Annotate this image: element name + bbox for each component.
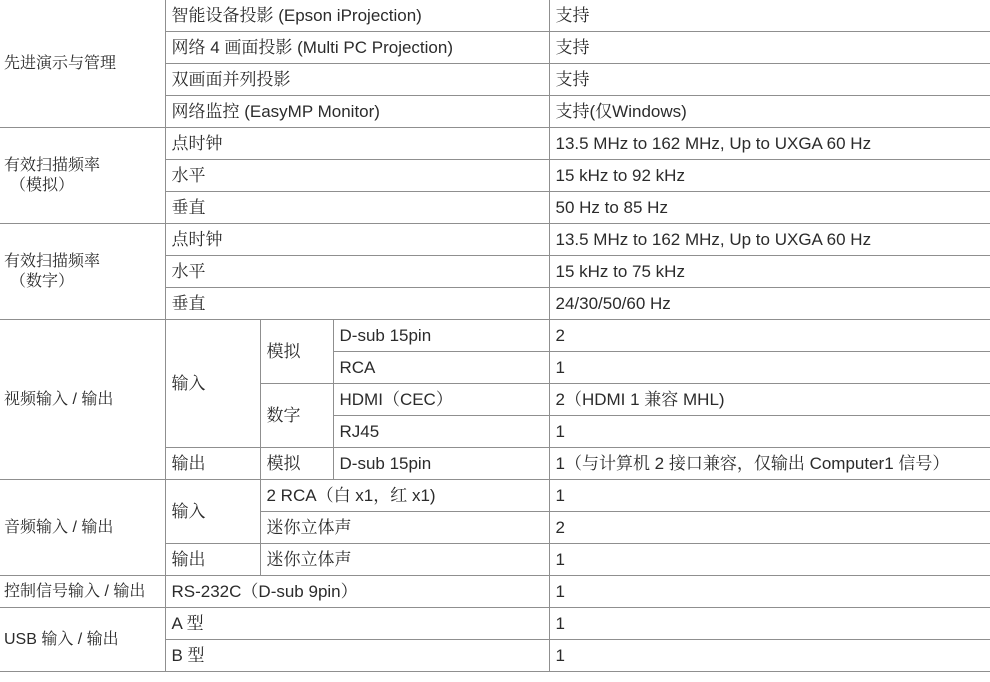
signal-type-cell: 模拟	[260, 320, 333, 384]
value-cell: 13.5 MHz to 162 MHz, Up to UXGA 60 Hz	[549, 128, 990, 160]
feature-cell: 智能设备投影 (Epson iProjection)	[165, 0, 549, 32]
port-cell: 迷你立体声	[260, 544, 549, 576]
direction-cell: 输入	[165, 480, 260, 544]
value-cell: 2（HDMI 1 兼容 MHL)	[549, 384, 990, 416]
value-cell: 24/30/50/60 Hz	[549, 288, 990, 320]
value-cell: 1	[549, 576, 990, 608]
feature-cell: 网络 4 画面投影 (Multi PC Projection)	[165, 32, 549, 64]
port-cell: 2 RCA（白 x1，红 x1)	[260, 480, 549, 512]
value-cell: 15 kHz to 75 kHz	[549, 256, 990, 288]
value-cell: 13.5 MHz to 162 MHz, Up to UXGA 60 Hz	[549, 224, 990, 256]
direction-cell: 输出	[165, 448, 260, 480]
port-cell: A 型	[165, 608, 549, 640]
value-cell: 1	[549, 640, 990, 672]
category-cell: USB 输入 / 输出	[0, 608, 165, 672]
feature-cell: 点时钟	[165, 128, 549, 160]
value-cell: 1	[549, 544, 990, 576]
signal-type-cell: 模拟	[260, 448, 333, 480]
category-line: （模拟）	[10, 176, 75, 194]
feature-cell: 水平	[165, 256, 549, 288]
value-cell: 2	[549, 512, 990, 544]
value-cell: 50 Hz to 85 Hz	[549, 192, 990, 224]
table-row	[0, 128, 990, 160]
table-row	[0, 480, 990, 512]
value-cell: 支持(仅Windows)	[549, 96, 990, 128]
category-line: 有效扫描频率	[4, 156, 101, 174]
feature-cell: 垂直	[165, 288, 549, 320]
value-cell: 1	[549, 480, 990, 512]
value-cell: 支持	[549, 64, 990, 96]
table-row	[0, 224, 990, 256]
port-cell: B 型	[165, 640, 549, 672]
feature-cell: 网络监控 (EasyMP Monitor)	[165, 96, 549, 128]
category-cell	[0, 224, 165, 320]
category-cell: 先进演示与管理	[0, 0, 165, 128]
port-cell: RCA	[333, 352, 549, 384]
category-line: 有效扫描频率	[4, 252, 101, 270]
value-cell: 1（与计算机 2 接口兼容，仅输出 Computer1 信号）	[549, 448, 990, 480]
value-cell: 1	[549, 352, 990, 384]
feature-cell: 垂直	[165, 192, 549, 224]
value-cell: 1	[549, 608, 990, 640]
value-cell: 1	[549, 416, 990, 448]
feature-cell: 水平	[165, 160, 549, 192]
category-cell: 控制信号输入 / 输出	[0, 576, 165, 608]
category-line: （数字）	[10, 272, 75, 290]
port-cell: HDMI（CEC）	[333, 384, 549, 416]
table-row	[0, 320, 990, 352]
port-cell: D-sub 15pin	[333, 448, 549, 480]
port-cell: D-sub 15pin	[333, 320, 549, 352]
port-cell: 迷你立体声	[260, 512, 549, 544]
table-row	[0, 608, 990, 640]
feature-cell: 双画面并列投影	[165, 64, 549, 96]
value-cell: 15 kHz to 92 kHz	[549, 160, 990, 192]
table-row	[0, 0, 990, 32]
value-cell: 支持	[549, 0, 990, 32]
direction-cell: 输出	[165, 544, 260, 576]
port-cell: RS-232C（D-sub 9pin）	[165, 576, 549, 608]
category-cell: 视频输入 / 输出	[0, 320, 165, 480]
port-cell: RJ45	[333, 416, 549, 448]
value-cell: 2	[549, 320, 990, 352]
table-row	[0, 576, 990, 608]
value-cell: 支持	[549, 32, 990, 64]
signal-type-cell: 数字	[260, 384, 333, 448]
category-cell: 音频输入 / 输出	[0, 480, 165, 576]
direction-cell: 输入	[165, 320, 260, 448]
category-cell	[0, 128, 165, 224]
feature-cell: 点时钟	[165, 224, 549, 256]
